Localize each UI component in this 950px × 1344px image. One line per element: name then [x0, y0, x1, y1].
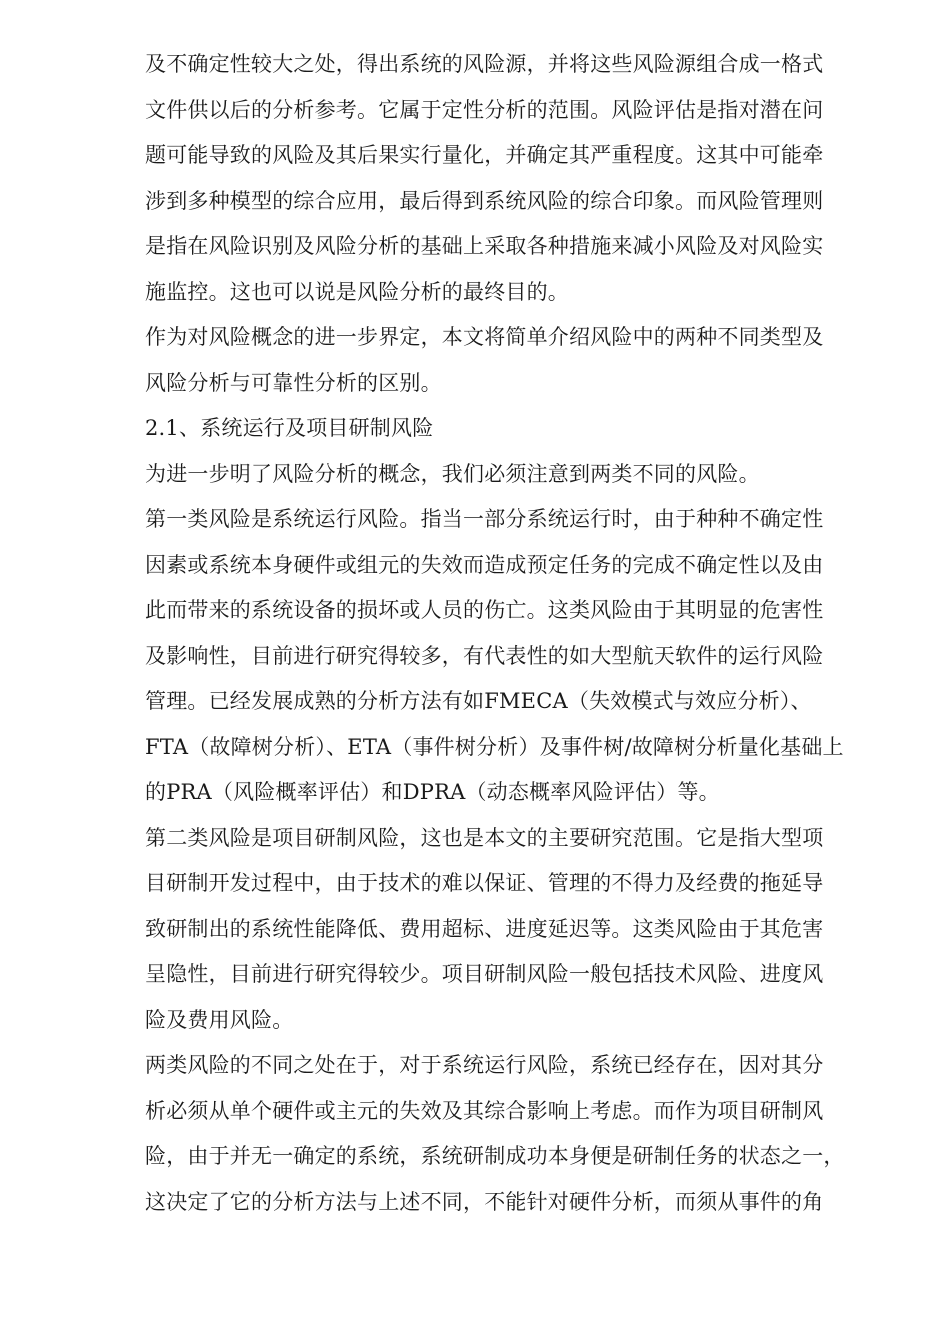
text-line: 险及费用风险。	[145, 1007, 294, 1032]
text-line: 第二类风险是项目研制风险，这也是本文的主要研究范围。它是指大型项	[145, 825, 824, 850]
text-line: 第一类风险是系统运行风险。指当一部分系统运行时，由于种种不确定性	[145, 507, 824, 531]
text-line: 致研制出的系统性能降低、费用超标、进度延迟等。这类风险由于其危害	[145, 916, 824, 941]
text-line: 险，由于并无一确定的系统，系统研制成功本身便是研制任务的状态之一，	[145, 1144, 845, 1168]
text-line: 题可能导致的风险及其后果实行量化，并确定其严重程度。这其中可能牵	[145, 143, 824, 167]
text-line: 的PRA（风险概率评估）和DPRA（动态概率风险评估）等。	[145, 780, 720, 804]
text-line: 目研制开发过程中，由于技术的难以保证、管理的不得力及经费的拖延导	[145, 871, 824, 895]
text-line: 此而带来的系统设备的损坏或人员的伤亡。这类风险由于其明显的危害性	[145, 598, 824, 622]
text-line: 因素或系统本身硬件或组元的失效而造成预定任务的完成不确定性以及由	[145, 552, 824, 577]
text-line: 风险分析与可靠性分析的区别。	[145, 370, 442, 395]
text-line: 呈隐性，目前进行研究得较少。项目研制风险一般包括技术风险、进度风	[145, 962, 824, 986]
text-line: 这决定了它的分析方法与上述不同，不能针对硬件分析，而须从事件的角	[145, 1189, 824, 1214]
text-line: 文件供以后的分析参考。它属于定性分析的范围。风险评估是指对潜在问	[145, 97, 824, 122]
text-line: 是指在风险识别及风险分析的基础上采取各种措施来减小风险及对风险实	[145, 234, 824, 258]
text-line: 析必须从单个硬件或主元的失效及其综合影响上考虑。而作为项目研制风	[145, 1098, 824, 1123]
text-line: 施监控。这也可以说是风险分析的最终目的。	[145, 279, 569, 304]
text-line: 及不确定性较大之处，得出系统的风险源，并将这些风险源组合成一格式	[145, 52, 824, 76]
section-heading: 2.1、系统运行及项目研制风险	[145, 416, 434, 440]
text-line: 及影响性，目前进行研究得较多，有代表性的如大型航天软件的运行风险	[145, 643, 824, 668]
document-body	[145, 42, 871, 1225]
text-line: 管理。已经发展成熟的分析方法有如FMECA（失效模式与效应分析）、	[145, 689, 812, 713]
text-line: FTA（故障树分析）、ETA（事件树分析）及事件树/故障树分析量化基础上	[145, 734, 844, 759]
text-line: 涉到多种模型的综合应用，最后得到系统风险的综合印象。而风险管理则	[145, 188, 824, 213]
text-line: 为进一步明了风险分析的概念，我们必须注意到两类不同的风险。	[145, 461, 760, 486]
text-line: 作为对风险概念的进一步界定，本文将简单介绍风险中的两种不同类型及	[145, 325, 824, 349]
text-line: 两类风险的不同之处在于，对于系统运行风险，系统已经存在，因对其分	[145, 1053, 824, 1077]
